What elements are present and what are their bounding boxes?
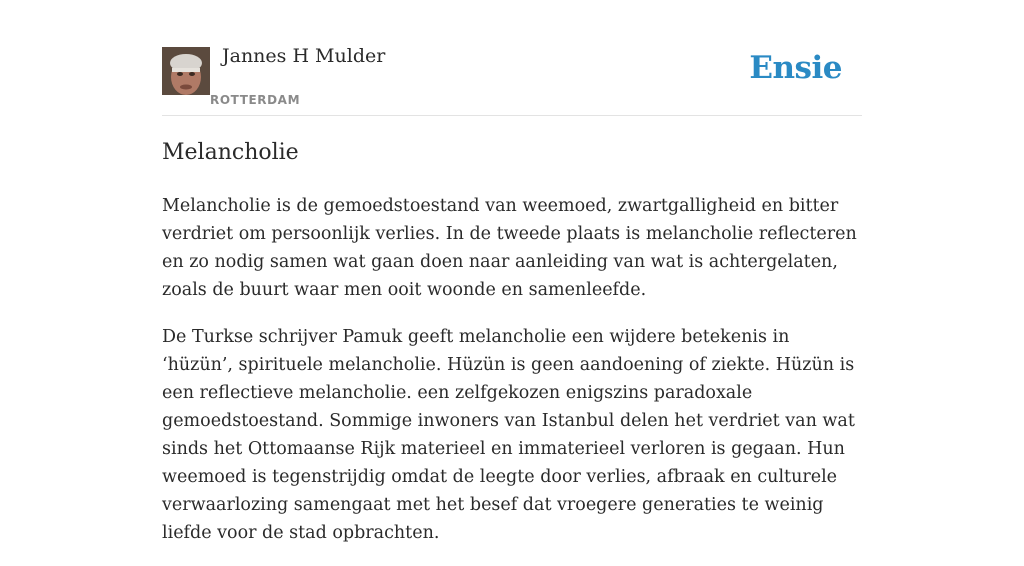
author-photo [162,47,210,95]
author-name[interactable]: Jannes H Mulder [222,45,386,67]
entry-paragraph: Melancholie is de gemoedstoestand van weemoed, zwartgalligheid en bitter verdriet om persoonlijk verlies. In de tweede plaats is melancholie reflecteren en zo nodig samen wat gaan doen naar aanleiding van wat is achtergelaten, zoals de buurt waar men ooit woonde en samenleefde. [162,196,857,300]
avatar[interactable] [162,47,210,95]
entry-body [162,192,862,566]
entry-paragraph: De Turkse schrijver Pamuk geeft melancholie een wijdere betekenis in ‘hüzün’, spirituele melancholie. Hüzün is geen aandoening of ziekte. Hüzün is een reflectieve melancholie. een zelfgekozen enigszins paradoxale gemoedstoestand. Sommige inwoners van Istanbul delen het verdriet van wat sinds het Ottomaanse Rijk materieel en immaterieel verloren is gegaan. Hun weemoed is tegenstrijdig omdat de leegte door verlies, afbraak en culturele verwaarlozing samengaat met het besef dat vroegere generaties te weinig liefde voor de stad opbrachten. [162,327,855,543]
author-location: ROTTERDAM [210,93,301,107]
entry-card [162,0,862,543]
brand-logo[interactable]: Ensie [749,50,842,86]
entry-title: Melancholie [162,140,299,165]
entry-header [162,0,862,116]
